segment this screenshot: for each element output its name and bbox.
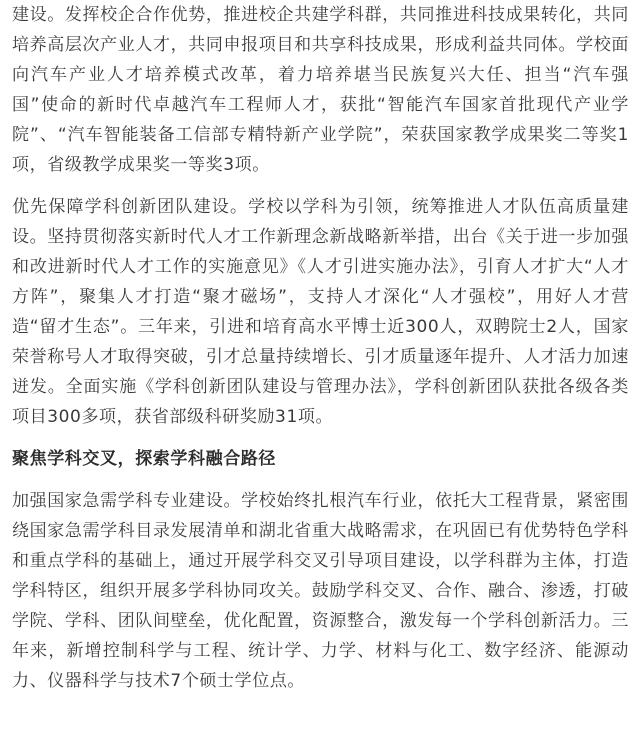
section-heading: 聚焦学科交叉，探索学科融合路径 <box>12 449 276 469</box>
paragraph-gap <box>12 474 629 486</box>
paragraph-school-enterprise: 建设。发挥校企合作优势，推进校企共建学科群，共同推进科技成果转化，共同培养高层次产业人才，共同申报项目和共享科技成果，形成利益共同体。学校面向汽车产业人才培养模式改革，着力培养堪当民族复兴大任、担当“汽车强国”使命的新时代卓越汽车工程师人才，获批“智能汽车国家首批现代产业学院”、“汽车智能装备工信部专精特新产业学院”，荣获国家教学成果奖二等奖1项，省级教学成果奖一等奖3项。 <box>12 5 629 175</box>
paragraph-gap <box>12 180 629 192</box>
paragraph-urgent-disciplines: 加强国家急需学科专业建设。学校始终扎根汽车行业，依托大工程背景，紧密围绕国家急需学科目录发展清单和湖北省重大战略需求，在巩固已有优势特色学科和重点学科的基础上，通过开展学科交叉引导项目建设，以学科群为主体，打造学科特区，组织开展多学科协同攻关。鼓励学科交叉、合作、融合、渗透，打破学院、学科、团队间壁垒，优化配置，资源整合，激发每一个学科创新活力。三年来，新增控制科学与工程、统计学、力学、材料与化工、数字经济、能源动力、仪器科学与技术7个硕士学位点。 <box>12 491 629 691</box>
paragraph-innovation-team: 优先保障学科创新团队建设。学校以学科为引领，统筹推进人才队伍高质量建设。坚持贯彻落实新时代人才工作新理念新战略新举措，出台《关于进一步加强和改进新时代人才工作的实施意见》《人才引进实施办法》，引育人才扩大“人才方阵”，聚集人才打造“聚才磁场”，支持人才深化“人才强校”，用好人才营造“留才生态”。三年来，引进和培育高水平博士近300人，双聘院士2人，国家荣誉称号人才取得突破，引才总量持续增长、引才质量逐年提升、人才活力加速迸发。全面实施《学科创新团队建设与管理办法》，学科创新团队获批各级各类项目300多项，获省部级科研奖励31项。 <box>12 197 629 427</box>
paragraph-gap <box>12 432 629 444</box>
